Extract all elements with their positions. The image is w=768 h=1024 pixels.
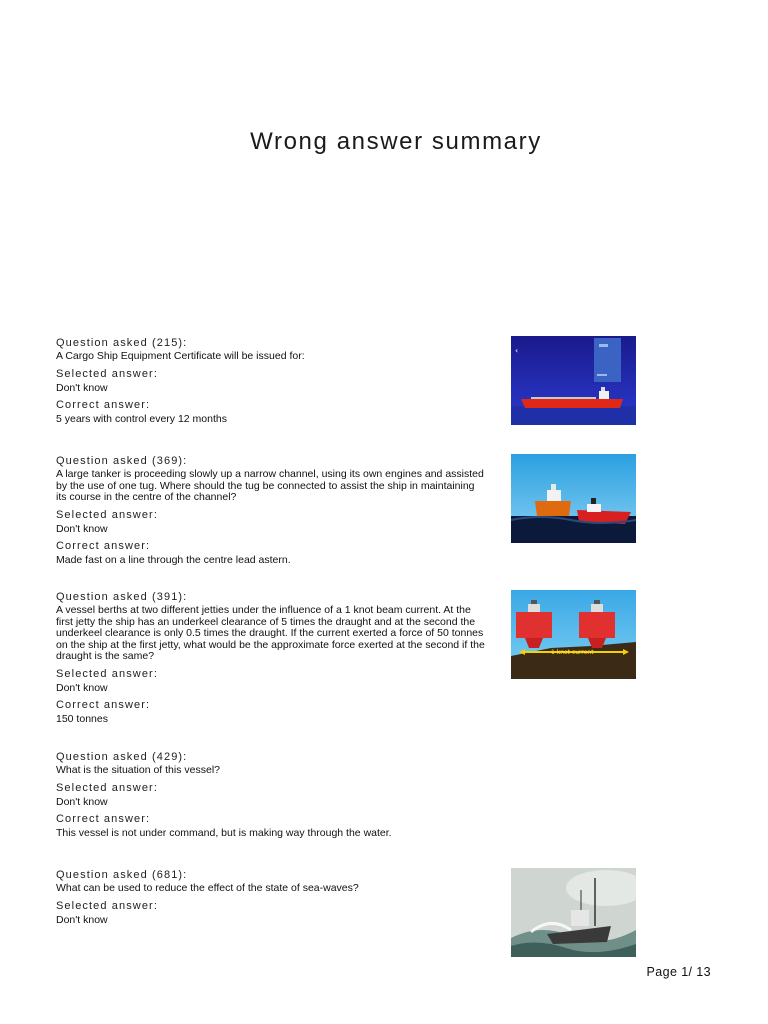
correct-answer-label: Correct answer:: [56, 812, 151, 825]
question-block: [56, 868, 486, 930]
underkeel-clearance-diagram: [511, 590, 636, 679]
page-number: Page 1/ 13: [646, 965, 711, 979]
question-header: Question asked (391):: [56, 591, 188, 603]
selected-answer: Don't know: [56, 795, 108, 808]
selected-answer: Don't know: [56, 681, 108, 694]
cargo-ship-certificate-image: [511, 336, 636, 425]
tanker-and-tug-image: [511, 454, 636, 543]
correct-answer: 150 tonnes: [56, 712, 108, 725]
selected-answer-label: Selected answer:: [56, 667, 158, 680]
selected-answer: Don't know: [56, 913, 108, 926]
question-block: [56, 750, 486, 843]
question-text: What can be used to reduce the effect of the state of sea-waves?: [56, 882, 359, 894]
question-text: A vessel berths at two different jetties under the influence of a 1 knot beam current. At the first jetty the ship has an underkeel clearance of 5 times the draught and at the second the underkeel clearance is only 0.5 times the draught. If the current exerted a force of 50 tonnes on the ship at the first jetty, what would be the approximate force exerted at the second if the draught is the same?: [56, 604, 485, 663]
question-text: A Cargo Ship Equipment Certificate will be issued for:: [56, 350, 305, 362]
selected-answer: Don't know: [56, 522, 108, 535]
question-header: Question asked (215):: [56, 337, 188, 349]
question-block: [56, 454, 486, 570]
question-text: What is the situation of this vessel?: [56, 764, 220, 776]
question-block: [56, 336, 486, 429]
correct-answer: This vessel is not under command, but is making way through the water.: [56, 826, 392, 839]
selected-answer-label: Selected answer:: [56, 508, 158, 521]
question-header: Question asked (681):: [56, 869, 188, 881]
correct-answer-label: Correct answer:: [56, 539, 151, 552]
correct-answer-label: Correct answer:: [56, 698, 151, 711]
selected-answer-label: Selected answer:: [56, 367, 158, 380]
question-text: A large tanker is proceeding slowly up a narrow channel, using its own engines and assisted by the use of one tug. Where should the tug be connected to assist the ship in maintaining its course in the centre of the channel?: [56, 468, 484, 504]
ship-in-heavy-seas-image: [511, 868, 636, 957]
question-header: Question asked (369):: [56, 455, 188, 467]
question-block: [56, 590, 486, 729]
selected-answer: Don't know: [56, 381, 108, 394]
selected-answer-label: Selected answer:: [56, 899, 158, 912]
correct-answer: Made fast on a line through the centre lead astern.: [56, 553, 291, 566]
correct-answer-label: Correct answer:: [56, 398, 151, 411]
question-header: Question asked (429):: [56, 751, 188, 763]
svg-text:‹: ‹: [515, 346, 519, 355]
selected-answer-label: Selected answer:: [56, 781, 158, 794]
current-label: 1 knot current: [551, 649, 594, 656]
page-title: Wrong answer summary: [250, 128, 542, 155]
correct-answer: 5 years with control every 12 months: [56, 412, 227, 425]
